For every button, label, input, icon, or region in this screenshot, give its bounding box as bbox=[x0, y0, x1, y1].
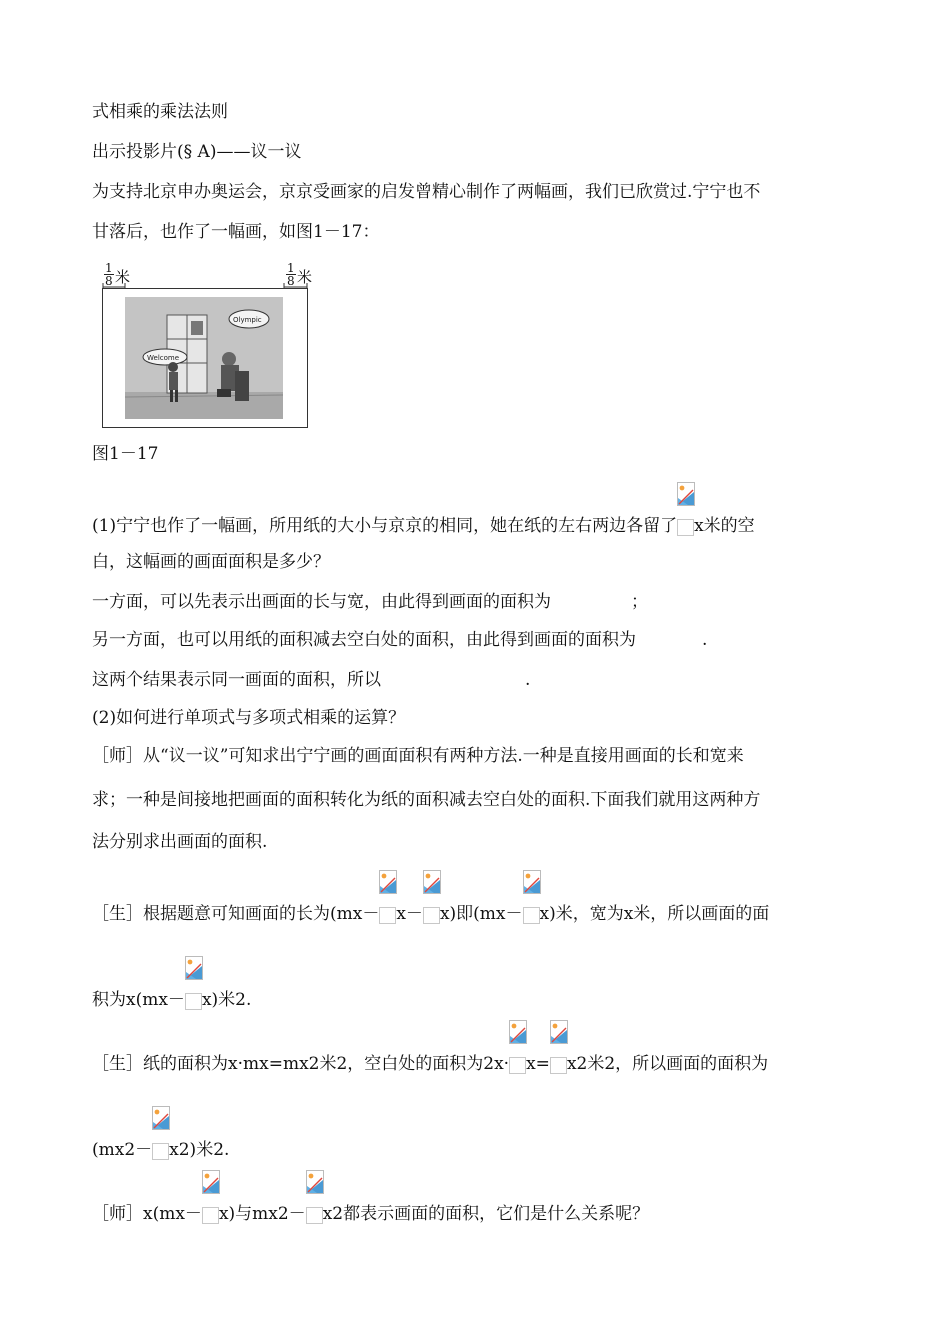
student-line-4: (mx2－ x2)米2. bbox=[92, 1136, 229, 1160]
answer-line-1: 一方面，可以先表示出画面的长与宽，由此得到画面的面积为 ； bbox=[92, 592, 648, 612]
teacher-line-2: 求；一种是间接地把画面的面积转化为纸的面积减去空白处的面积.下面我们就用这两种方 bbox=[92, 790, 761, 810]
answer-line-2: 另一方面，也可以用纸的面积减去空白处的面积，由此得到画面的面积为 . bbox=[92, 630, 708, 650]
broken-image-icon bbox=[185, 986, 202, 1010]
teacher-line-1: ［师］从“议一议”可知求出宁宁画的画面面积有两种方法.一种是直接用画面的长和宽来 bbox=[92, 746, 744, 766]
broken-image-icon bbox=[379, 900, 396, 924]
broken-image-icon bbox=[509, 1050, 526, 1074]
broken-image-icon bbox=[550, 1050, 567, 1074]
text-line-1: 式相乘的乘法法则 bbox=[92, 102, 228, 122]
answer-line-3: 这两个结果表示同一画面的面积，所以 . bbox=[92, 670, 531, 690]
broken-image-icon bbox=[152, 1136, 169, 1160]
broken-image-icon bbox=[306, 1200, 323, 1224]
teacher-line-3: 法分别求出画面的面积. bbox=[92, 832, 268, 852]
broken-image-icon bbox=[423, 900, 440, 924]
text-line-4: 甘落后，也作了一幅画，如图1－17： bbox=[92, 222, 380, 242]
broken-image-icon bbox=[202, 1200, 219, 1224]
paper-frame bbox=[102, 288, 308, 428]
question-1-line-1: (1)宁宁也作了一幅画，所用纸的大小与京京的相同，她在纸的左右两边各留了 x米的空 bbox=[92, 512, 755, 536]
student-line-2: 积为x(mx－ x)米2. bbox=[92, 986, 251, 1010]
painting-image bbox=[125, 297, 283, 419]
left-margin-fraction: $\frac{1}{8}$ bbox=[105, 261, 113, 288]
question-1-line-2: 白，这幅画的画面面积是多少？ bbox=[92, 552, 330, 572]
teacher-line-4: ［师］x(mx－ x)与mx2－ x2都表示画面的面积，它们是什么关系呢？ bbox=[92, 1200, 649, 1224]
broken-image-icon bbox=[677, 512, 694, 536]
welcome-sign-text: Welcome bbox=[147, 354, 180, 362]
figure-1-17 bbox=[102, 262, 312, 432]
student-line-1: ［生］根据题意可知画面的长为(mx－ x－ x)即(mx－ x)米，宽为x米，所以画面的面 bbox=[92, 900, 769, 924]
left-margin-unit: 米 bbox=[115, 268, 131, 286]
text-line-2: 出示投影片(§ A)——议一议 bbox=[92, 142, 302, 162]
broken-image-icon bbox=[523, 900, 540, 924]
figure-caption: 图1－17 bbox=[92, 444, 159, 464]
right-margin-fraction: $\frac{1}{8}$ bbox=[287, 261, 295, 288]
student-line-3: ［生］纸的面积为x·mx=mx2米2，空白处的面积为2x· x= x2米2，所以画面的面积为 bbox=[92, 1050, 768, 1074]
text-line-3: 为支持北京申办奥运会，京京受画家的启发曾精心制作了两幅画，我们已欣赏过.宁宁也不 bbox=[92, 182, 761, 202]
question-2: (2)如何进行单项式与多项式相乘的运算？ bbox=[92, 708, 406, 728]
olympic-sign-text: Olympic bbox=[233, 316, 262, 324]
right-margin-unit: 米 bbox=[297, 268, 313, 286]
